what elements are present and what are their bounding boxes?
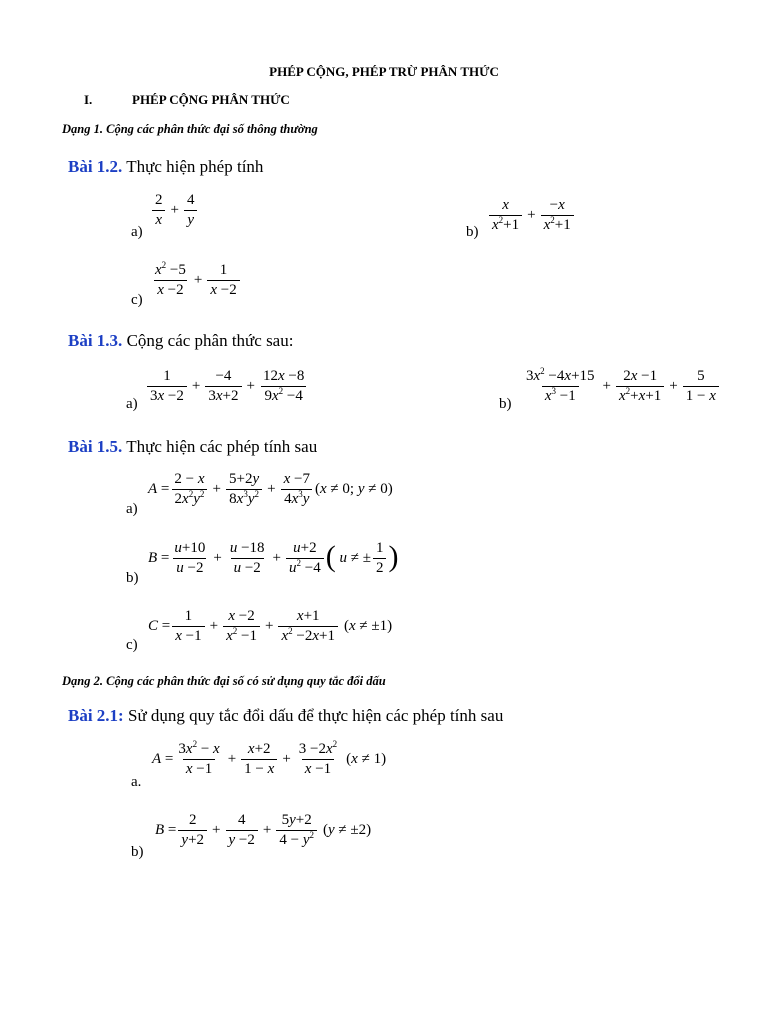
label-b: b) [499, 396, 512, 412]
formula-1-2-b: $\frac{x}{x^2+1}$ + $\frac{-x}{x^2+1}$ [487, 197, 576, 234]
label-a: a) [126, 396, 138, 412]
exercise-instruction: Thực hiện các phép tính sau [126, 437, 318, 456]
exercise-number: Bài 1.3. [68, 331, 123, 350]
label-c: c) [126, 637, 138, 653]
formula-1-2-a: $\frac{2}{x}$ + $\frac{4}{y}$ [150, 192, 199, 229]
formula-1-2-c: $\frac{x^2 -5}{x -2}$ + $\frac{1}{x -2}$ [150, 262, 242, 299]
label-a: a. [131, 774, 142, 790]
exercise-instruction: Thực hiện phép tính [126, 157, 264, 176]
section-title: PHÉP CỘNG PHÂN THỨC [132, 92, 290, 107]
formula-1-5-c: C = $\frac{1}{x -1}$ + $\frac{x -2}{x^2 -1}$ + $\frac{x+1}{x^2 -2x+1}$ (x ≠ ±1) [148, 608, 393, 644]
exercise-1-2-heading [68, 157, 263, 177]
formula-1-5-a: A = $\frac{2 - x}{2x^2y^2}$ + $\frac{5+2y}{8x^3y^2}$ + $\frac{x -7}{4x^3y}$ (x ≠ 0; y ≠ 0) [148, 471, 393, 507]
label-b: b) [131, 844, 144, 860]
exercise-number: Bài 2.1: [68, 706, 124, 725]
label-a: a) [131, 224, 143, 240]
formula-1-3-b: $\frac{3x^2 -4x+15}{x^3 -1}$ + $\frac{2x -1}{x^2+x+1}$ + $\frac{5}{1 - x}$ [521, 368, 721, 405]
formula-2-1-b: B = $\frac{2}{y+2}$ + $\frac{4}{y -2}$ + $\frac{5y+2}{4 - y^2}$ (y ≠ ±2) [155, 812, 372, 848]
label-c: c) [131, 292, 143, 308]
exercise-2-1-heading [68, 706, 503, 726]
exercise-1-3-heading [68, 331, 293, 351]
formula-1-5-b: B = $\frac{u+10}{u -2}$ + $\frac{u -18}{u -2}$ + $\frac{u+2}{u^2 -4}$ ( u ≠ ± $\frac{1}{2}$ ) [148, 539, 399, 576]
exercise-number: Bài 1.5. [68, 437, 123, 456]
exercise-instruction: Cộng các phân thức sau: [126, 331, 294, 350]
type-2-heading: Dạng 2. Cộng các phân thức đại số có sử dụng quy tắc đổi dấu [62, 674, 386, 688]
type-1-heading: Dạng 1. Cộng các phân thức đại số thông thường [62, 122, 318, 136]
exercise-1-5-heading [68, 437, 317, 457]
label-b: b) [126, 570, 139, 586]
page-title: PHÉP CỘNG, PHÉP TRỪ PHÂN THỨC [269, 64, 499, 79]
formula-2-1-a: A = $\frac{3x^2 - x}{x -1}$ + $\frac{x+2}{1 - x}$ + $\frac{3 -2x^2}{x -1}$ (x ≠ 1) [152, 739, 387, 777]
formula-1-3-a: $\frac{1}{3x -2}$ + $\frac{-4}{3x+2}$ + $\frac{12x -8}{9x^2 -4}$ [145, 368, 309, 405]
section-number: I. [84, 92, 93, 107]
exercise-number: Bài 1.2. [68, 157, 123, 176]
label-a: a) [126, 501, 138, 517]
label-b: b) [466, 224, 479, 240]
exercise-instruction: Sử dụng quy tắc đổi dấu để thực hiện các phép tính sau [127, 706, 504, 725]
